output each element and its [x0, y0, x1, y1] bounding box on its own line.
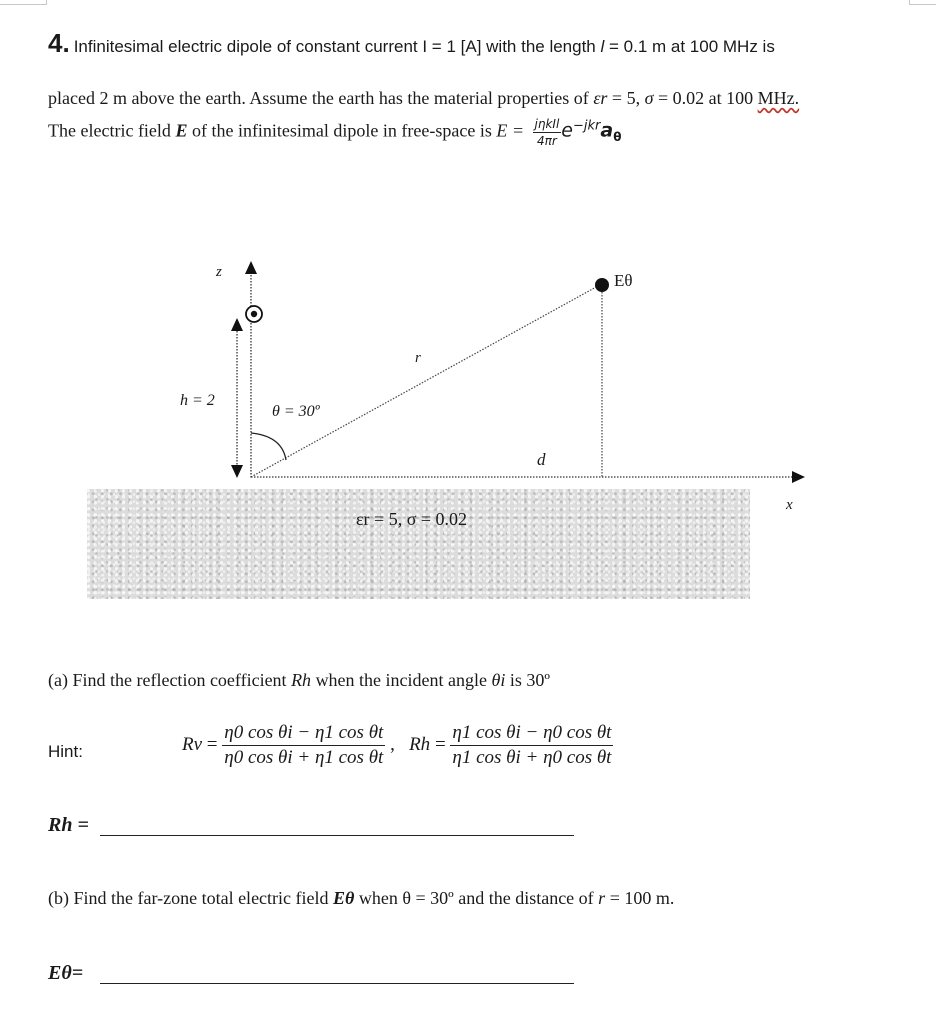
x-label: x — [786, 497, 793, 513]
observation-point — [595, 278, 609, 292]
x-axis-arrow — [792, 471, 805, 483]
rv-fraction: $\frac{\text{η0 cos θi − η1 cos θt}}{\text{η0 cos θi + η1 cos θt}}$ — [224, 722, 384, 768]
part-b-question: (b) Find the far-zone total electric field Eθ when θ = 30º and the distance of r = 100 m. — [48, 888, 675, 908]
h-label: h = 2 — [180, 392, 215, 409]
rv-label: Rv — [182, 733, 203, 755]
rh-fraction: $\frac{\text{η1 cos θi − η0 cos θt}}{\text{η1 cos θi + η0 cos θt}}$ — [452, 722, 612, 768]
height-arrow-down — [231, 465, 243, 478]
formula-lhs: E = — [496, 120, 525, 141]
spellcheck-word: MHz. — [757, 88, 800, 108]
z-axis-arrow — [245, 261, 257, 274]
rh-answer-line[interactable] — [100, 835, 574, 836]
question-line-3: The electric field E of the infinitesimal dipole in free-space is E = $\frac{\text{jηkIl}}{4\pi r}$ $e^{-jkr}a_\theta$ — [48, 117, 622, 148]
e-theta-answer-line[interactable] — [100, 983, 574, 984]
theta-arc — [251, 433, 286, 460]
z-label: z — [216, 264, 222, 280]
r-line — [251, 286, 598, 477]
part-a-question: (a) Find the reflection coefficient Rh when the incident angle θi is 30º — [48, 670, 550, 690]
theta-label: θ = 30º — [272, 403, 320, 420]
question-line-2: placed 2 m above the earth. Assume the earth has the material properties of εr = 5, σ = 0.02 at 100 MHz. — [48, 88, 800, 108]
dipole-dot — [251, 311, 257, 317]
d-label: d — [537, 450, 546, 469]
formula-fraction: $\frac{\text{jηkIl}}{4\pi r}$ — [534, 117, 560, 148]
rh-label: Rh — [409, 733, 431, 755]
hint-label: Hint: — [48, 742, 83, 761]
hint-formulas: Rv = $\frac{\text{η0 cos θi − η1 cos θt}}{\text{η0 cos θi + η1 cos θt}}$ , Rh = $\frac{\text{η1 cos θi − η0 cos θt}}{\text{η1 cos θi + η0 cos θt}}$ — [182, 722, 612, 768]
e-theta-label: Eθ — [614, 271, 633, 290]
ground-properties-label: εr = 5, σ = 0.02 — [356, 509, 468, 529]
e-theta-answer-label: Eθ= — [48, 962, 84, 984]
rh-answer-label: Rh = — [48, 814, 89, 836]
question-number: 4. — [48, 28, 70, 58]
height-arrow-up — [231, 318, 243, 331]
question-text-1: Infinitesimal electric dipole of constant current I = 1 [A] with the length l = 0.1 m at 100 MHz is — [73, 37, 775, 56]
eps-symbol: εr — [593, 88, 608, 108]
r-label: r — [415, 350, 421, 366]
